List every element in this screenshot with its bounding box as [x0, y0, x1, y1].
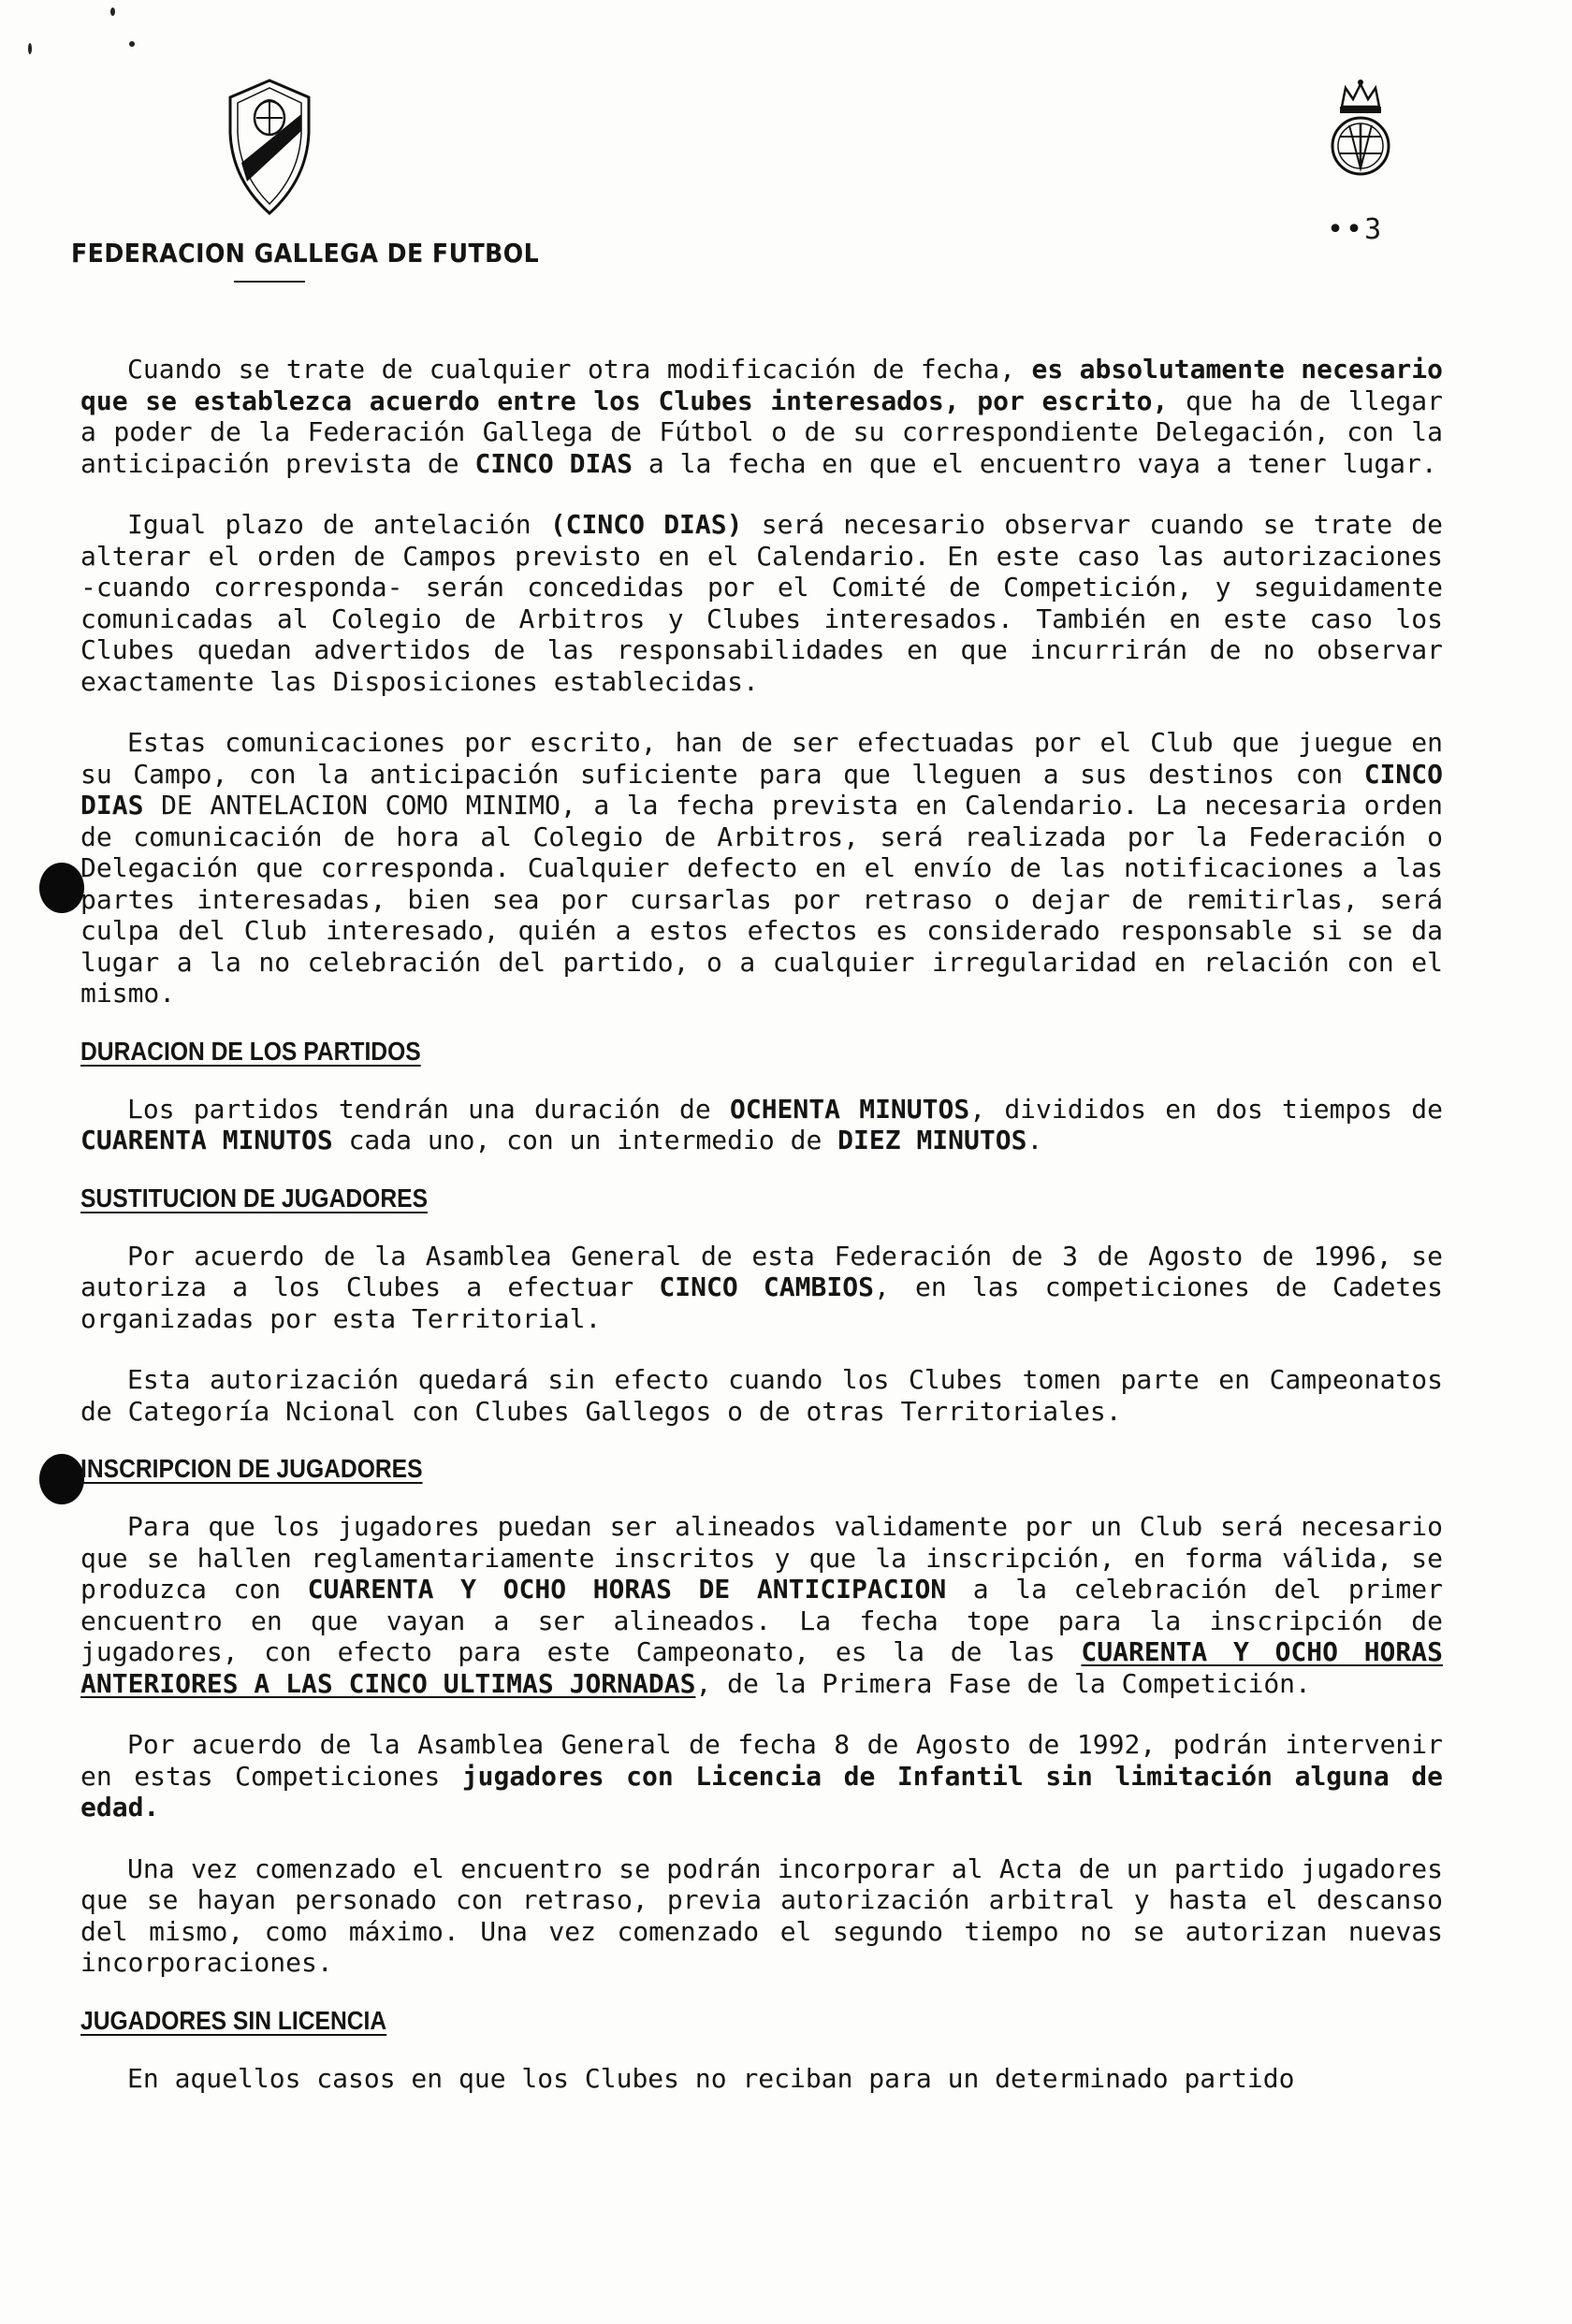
punch-hole-top: [39, 863, 84, 913]
paragraph-infantil-license: [80, 1729, 1443, 1823]
text-run: a la celebración del primer encuentro en que vayan a ser alineados. La fecha tope para la inscripción de jugadores, con efecto para este Campeonato, es la de las: [80, 1574, 1443, 1667]
text-run: Cuando se trate de cualquier otra modificación de fecha,: [127, 354, 1032, 385]
text-run: , divididos en dos tiempos de: [969, 1093, 1443, 1125]
text-run: Igual plazo de antelación: [127, 509, 550, 540]
organization-underline: [234, 281, 305, 283]
text-run: , en las competiciones de Cadetes organizadas por esta Territorial.: [80, 1271, 1444, 1334]
document-body: [80, 354, 1443, 2094]
text-run: que ha de llegar a poder de la Federación Gallega de Fútbol o de su correspondiente Delegación, con la anticipación prevista de: [80, 385, 1443, 479]
page-number: ••3: [1327, 213, 1384, 246]
federation-shield-crest-icon: [223, 77, 316, 217]
text-run: Los partidos tendrán una duración de: [127, 1093, 730, 1125]
paragraph-late-players: [80, 1853, 1443, 1979]
text-run: Para que los jugadores puedan ser alineados validamente por un Club será necesario que se hallen reglamentariamente inscritos y que la inscripción, en forma válida, se produzca con: [80, 1511, 1443, 1605]
paragraph-registration: [80, 1511, 1443, 1699]
paragraph-substitutions: [80, 1241, 1443, 1335]
bold-text-run: jugadores con Licencia de Infantil sin limitación alguna de edad.: [80, 1760, 1443, 1823]
text-run: Por acuerdo de la Asamblea General de fecha 8 de Agosto de 1992, podrán intervenir en estas Competiciones: [80, 1729, 1443, 1792]
text-run: Por acuerdo de la Asamblea General de esta Federación de 3 de Agosto de 1996, se autoriza a los Clubes a efectuar: [80, 1240, 1443, 1302]
bold-text-run: OCHENTA MINUTOS: [729, 1093, 970, 1125]
scan-speck: [28, 43, 32, 54]
text-run: DE ANTELACION COMO MINIMO, a la fecha prevista en Calendario. La necesaria orden de comunicación de hora al Colegio de Arbitros, será realizada por la Federación o Delegación que corresponda. Cualquier defecto en el envío de las notificaciones a las partes interesadas, bien sea por cursarlas por retraso o dejar de remitirlas, será culpa del Club interesado, quién a estos efectos es considerado responsable si se da lugar a la no celebración del partido, o a cualquier irregularidad en relación con el mismo.: [80, 790, 1443, 1009]
text-run: Una vez comenzado el encuentro se podrán incorporar al Acta de un partido jugadores que se hayan personado con retraso, previa autorización arbitral y hasta el descanso del mismo, como máximo. Una vez comenzado el segundo tiempo no se autorizan nuevas incorporaciones.: [80, 1852, 1443, 1978]
text-run: Esta autorización quedará sin efecto cuando los Clubes tomen parte en Campeonatos de Categoría Ncional con Clubes Gallegos o de otras Territoriales.: [80, 1364, 1443, 1427]
text-run: será necesario observar cuando se trate de alterar el orden de Campos previsto en el Calendario. En este caso las autorizaciones -cuando corresponda- serán concedidas por el Comité de Competición, y seguidamente comunicadas al Colegio de Arbitros y Clubes interesados. También en este caso los Clubes quedan advertidos de las responsabilidades en que incurrirán de no observar exactamente las Disposiciones establecidas.: [80, 509, 1443, 697]
royal-crown-crest-icon: [1327, 79, 1394, 185]
bold-text-run: DIEZ MINUTOS: [837, 1125, 1027, 1155]
bold-text-run: es absolutamente necesario que se establezca acuerdo entre los Clubes interesados, por escrito,: [80, 354, 1444, 416]
scan-speck: [129, 41, 135, 47]
text-run: , de la Primera Fase de la Competición.: [695, 1667, 1311, 1699]
paragraph-match-duration: [80, 1094, 1443, 1156]
bold-text-run: CUARENTA Y OCHO HORAS DE ANTICIPACION: [307, 1574, 947, 1605]
text-run: a la fecha en que el encuentro vaya a tener lugar.: [633, 447, 1437, 479]
punch-hole-bottom: [39, 1454, 84, 1504]
bold-text-run: CINCO DIAS: [474, 447, 633, 479]
paragraph-date-change: [80, 354, 1443, 479]
bold-text-run: (CINCO DIAS): [549, 509, 743, 540]
organization-name: FEDERACION GALLEGA DE FUTBOL: [71, 238, 540, 269]
section-heading-sin-licencia: JUGADORES SIN LICENCIA: [80, 2005, 387, 2035]
section-heading-duracion: DURACION DE LOS PARTIDOS: [80, 1036, 421, 1066]
text-run: cada uno, con un intermedio de: [332, 1125, 838, 1155]
section-heading-inscripcion: INSCRIPCION DE JUGADORES: [80, 1454, 423, 1483]
bold-text-run: CINCO DIAS: [80, 758, 1443, 821]
text-run: Estas comunicaciones por escrito, han de ser efectuadas por el Club que juegue en su Campo, con la anticipación suficiente para que lleguen a sus destinos con: [80, 727, 1443, 790]
paragraph-unlicensed-players: [80, 2063, 1443, 2095]
paragraph-authorization-void: [80, 1364, 1443, 1427]
text-run: En aquellos casos en que los Clubes no reciban para un determinado partido: [127, 2062, 1295, 2094]
section-heading-sustitucion: SUSTITUCION DE JUGADORES: [80, 1183, 429, 1213]
scan-speck: [110, 7, 115, 16]
bold-text-run: CINCO CAMBIOS: [659, 1271, 874, 1302]
paragraph-field-change: [80, 509, 1443, 697]
bold-underlined-text-run: CUARENTA Y OCHO HORAS ANTERIORES A LAS CINCO ULTIMAS JORNADAS: [80, 1636, 1443, 1699]
text-run: .: [1026, 1125, 1043, 1155]
paragraph-written-communications: [80, 727, 1443, 1009]
bold-text-run: CUARENTA MINUTOS: [80, 1125, 333, 1155]
